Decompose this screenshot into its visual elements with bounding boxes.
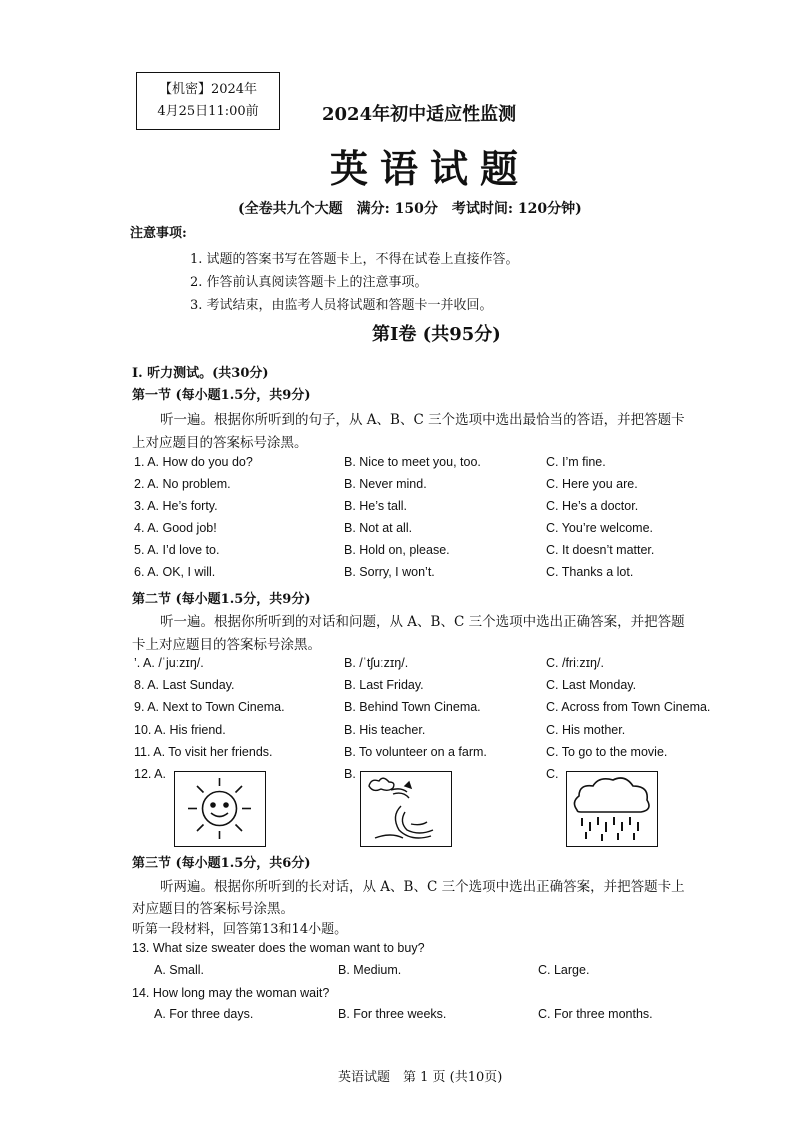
section3-title: 第三节 (每小题1.5分，共6分): [132, 856, 311, 871]
q12-picture-c: [566, 771, 658, 847]
q8-option-c: C. Last Monday.: [546, 678, 637, 692]
q3-option-b: B. He’s tall.: [344, 499, 407, 513]
notice-item: 3. 考试结束，由监考人员将试题和答题卡一并收回。: [190, 298, 493, 313]
notice-item: 1. 试题的答案书写在答题卡上，不得在试卷上直接作答。: [190, 252, 519, 267]
q4-option-c: C. You’re welcome.: [546, 521, 654, 535]
q5-option-c: C. It doesn’t matter.: [546, 543, 655, 557]
q6-option-c: C. Thanks a lot.: [546, 565, 634, 579]
q14-option-c: C. For three months.: [538, 1007, 653, 1021]
rain-cloud-icon: [567, 772, 656, 845]
q1-option-b: B. Nice to meet you, too.: [344, 455, 481, 469]
q14-option-b: B. For three weeks.: [338, 1007, 447, 1021]
q5-option-b: B. Hold on, please.: [344, 543, 450, 557]
q2-option-a: 2. A. No problem.: [134, 477, 231, 491]
q1-option-c: C. I’m fine.: [546, 455, 606, 469]
q14-stem: 14. How long may the woman wait?: [132, 986, 330, 1000]
q3-option-c: C. He’s a doctor.: [546, 499, 639, 513]
q7-option-a: ’. A. /ˈjuːzɪŋ/.: [134, 656, 204, 670]
confidential-line1: 【机密】2024年: [158, 82, 258, 97]
part1-title: I. 听力测试。(共30分): [132, 366, 269, 381]
q8-option-b: B. Last Friday.: [344, 678, 424, 692]
q13-option-c: C. Large.: [538, 963, 590, 977]
q11-option-c: C. To go to the movie.: [546, 745, 668, 759]
confidential-box: [136, 72, 280, 130]
notice-item: 2. 作答前认真阅读答题卡上的注意事项。: [190, 275, 428, 290]
q9-option-c: C. Across from Town Cinema.: [546, 700, 711, 714]
q6-option-a: 6. A. OK, I will.: [134, 565, 216, 579]
section3-instruction: 听两遍。根据你所听到的长对话，从 A、B、C 三个选项中选出正确答案，并把答题卡上: [160, 879, 685, 895]
exam-info: (全卷共九个大题 满分: 150分 考试时间: 120分钟): [238, 201, 582, 217]
page-footer: 英语试题 第 1 页 (共10页): [338, 1070, 503, 1085]
q11-option-b: B. To volunteer on a farm.: [344, 745, 487, 759]
q12-picture-a: [174, 771, 266, 847]
q7-option-c: C. /friːzɪŋ/.: [546, 656, 604, 670]
q4-option-a: 4. A. Good job!: [134, 521, 217, 535]
q2-option-b: B. Never mind.: [344, 477, 427, 491]
q13-option-a: A. Small.: [154, 963, 205, 977]
q7-option-b: B. /ˈtʃuːzɪŋ/.: [344, 656, 409, 670]
confidential-line2: 4月25日11:00前: [157, 104, 259, 119]
q6-option-b: B. Sorry, I won’t.: [344, 565, 435, 579]
q1-option-a: 1. A. How do you do?: [134, 455, 253, 469]
material-note: 听第一段材料，回答第13和14小题。: [132, 922, 348, 937]
section2-instruction: 听一遍。根据你所听到的对话和问题，从 A、B、C 三个选项中选出正确答案，并把答题: [160, 614, 685, 630]
q12-picture-b: [360, 771, 452, 847]
q4-option-b: B. Not at all.: [344, 521, 413, 535]
q2-option-c: C. Here you are.: [546, 477, 638, 491]
section1-instruction: 听一遍。根据你所听到的句子，从 A、B、C 三个选项中选出最恰当的答语，并把答题卡: [160, 412, 685, 428]
notice-title: 注意事项:: [130, 226, 187, 241]
q14-option-a: A. For three days.: [154, 1007, 254, 1021]
q12-option-c: C.: [546, 767, 559, 781]
q12-option-a: 12. A.: [134, 767, 166, 781]
q10-option-b: B. His teacher.: [344, 723, 426, 737]
q5-option-a: 5. A. I’d love to.: [134, 543, 220, 557]
q8-option-a: 8. A. Last Sunday.: [134, 678, 235, 692]
section2-title: 第二节 (每小题1.5分，共9分): [132, 592, 311, 607]
q9-option-b: B. Behind Town Cinema.: [344, 700, 481, 714]
q11-option-a: 11. A. To visit her friends.: [134, 745, 273, 759]
q10-option-a: 10. A. His friend.: [134, 723, 226, 737]
q9-option-a: 9. A. Next to Town Cinema.: [134, 700, 285, 714]
q10-option-c: C. His mother.: [546, 723, 626, 737]
section1-title: 第一节 (每小题1.5分，共9分): [132, 388, 311, 403]
q12-option-b: B.: [344, 767, 356, 781]
sun-icon: [175, 772, 264, 845]
section1-instruction-cont: 上对应题目的答案标号涂黑。: [132, 435, 308, 451]
volume-title: 第I卷 (共95分): [372, 324, 501, 345]
section3-instruction-cont: 对应题目的答案标号涂黑。: [132, 901, 294, 917]
q3-option-a: 3. A. He’s forty.: [134, 499, 218, 513]
section2-instruction-cont: 卡上对应题目的答案标号涂黑。: [132, 637, 321, 653]
exam-title: 2024年初中适应性监测: [322, 104, 517, 125]
q13-stem: 13. What size sweater does the woman want to buy?: [132, 941, 425, 955]
subject-title: 英语试题: [330, 146, 531, 191]
q13-option-b: B. Medium.: [338, 963, 402, 977]
wind-icon: [361, 772, 450, 845]
